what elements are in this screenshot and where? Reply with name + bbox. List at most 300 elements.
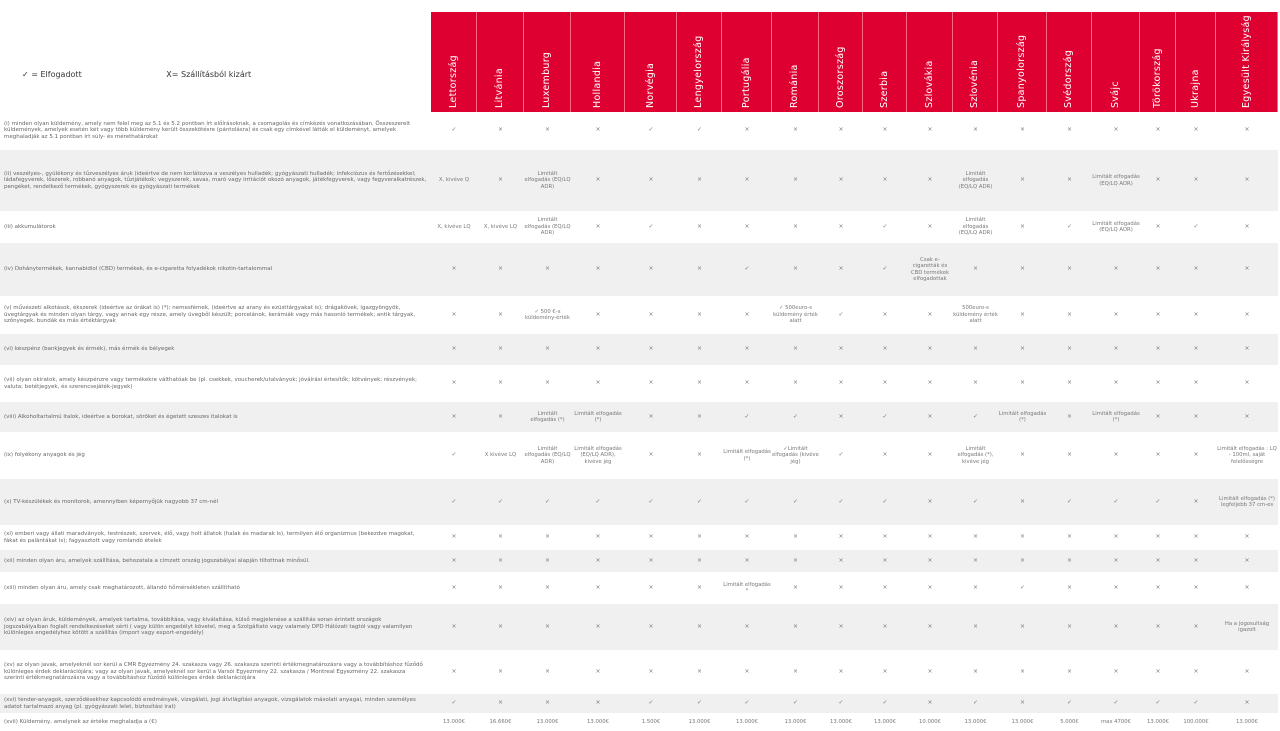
table-cell: ✓	[722, 479, 772, 526]
table-cell: ✓	[819, 297, 863, 334]
table-cell: ×	[1092, 526, 1140, 550]
table-cell: ×	[1092, 550, 1140, 573]
table-cell: ✓	[863, 479, 907, 526]
table-cell: ×	[625, 433, 677, 479]
table-cell: ×	[722, 651, 772, 694]
country-header	[1216, 12, 1278, 112]
table-cell: Limitált elfogadás (EQ/LQ ADR)	[953, 212, 998, 243]
table-cell: 13.000€	[772, 714, 819, 731]
table-cell: ×	[677, 297, 722, 334]
table-cell: ✓	[863, 212, 907, 243]
country-name: Litvánia	[494, 68, 505, 108]
table-cell: ✓	[524, 479, 571, 526]
table-cell: ×	[431, 366, 477, 402]
table-cell: ×	[1047, 297, 1092, 334]
table-cell: ✓	[722, 402, 772, 433]
country-name: Törökország	[1151, 48, 1163, 108]
table-cell: ✓	[863, 694, 907, 714]
table-cell: ×	[571, 550, 625, 573]
table-cell: Limitált elfogadás (*), kivéve jég	[953, 433, 998, 479]
table-cell: ×	[1216, 112, 1278, 150]
country-name: Norvégia	[644, 62, 656, 108]
table-cell: ✓	[1092, 694, 1140, 714]
table-cell: ×	[772, 366, 819, 402]
table-cell: ×	[1176, 402, 1216, 433]
table-cell: Limitált elfogadás (EQ/LQ ADR)	[524, 433, 571, 479]
table-cell: ×	[1176, 479, 1216, 526]
table-cell: Limitált elfogadás (*)	[722, 433, 772, 479]
table-cell: ×	[819, 112, 863, 150]
country-name: Szerbia	[878, 70, 890, 108]
row-label: (i) minden olyan küldemény, amely nem felel meg az 5.1 és 5.2 pontban írt előírásoknak, a csomagolás és címkézés vonatkozásában. Összeszerelt küldemények, amelyek esetén két vagy több küldemény került összekötésre (pántolásra) és csak egy címkével látták el küldeményt, amelyek meghaladják az 5.1 pontban írt súly- és mérethatárokat	[0, 112, 431, 150]
table-cell: ×	[1047, 550, 1092, 573]
table-cell: Limitált elfogadás (*)	[524, 402, 571, 433]
table-cell: ×	[1092, 573, 1140, 604]
table-cell: ×	[1176, 334, 1216, 366]
table-cell: ×	[1092, 651, 1140, 694]
table-cell: ×	[1176, 526, 1216, 550]
table-cell: ×	[625, 573, 677, 604]
table-cell: ✓	[998, 573, 1047, 604]
table-cell: ×	[1176, 297, 1216, 334]
table-cell: ×	[1047, 526, 1092, 550]
table-cell: ×	[1140, 550, 1176, 573]
table-cell: ✓	[1140, 479, 1176, 526]
table-row	[0, 479, 1278, 526]
table-row	[0, 243, 1278, 297]
table-cell: Limitált elfogadás (*)	[1092, 402, 1140, 433]
table-cell: ×	[477, 243, 524, 297]
row-label: (xiii) minden olyan áru, amely csak meghatározott, állandó hőmérsékleten szállítható	[0, 573, 431, 604]
country-name: Ukrajna	[1189, 69, 1201, 108]
table-cell: ×	[819, 604, 863, 651]
table-cell: ×	[477, 550, 524, 573]
table-cell: ×	[819, 334, 863, 366]
table-cell: ×	[772, 212, 819, 243]
table-cell: ✓	[1047, 694, 1092, 714]
table-cell: ×	[1216, 243, 1278, 297]
country-name: Svédország	[1063, 49, 1074, 108]
table-row	[0, 550, 1278, 573]
table-cell: ×	[524, 604, 571, 651]
table-cell: Limitált elfogadás (EQ/LQ ADR)	[953, 150, 998, 212]
table-cell: ✓	[677, 694, 722, 714]
table-cell: ×	[772, 150, 819, 212]
table-cell: Limitált elfogadás (*) legfeljebb 37 cm-es	[1216, 479, 1278, 526]
table-cell: ×	[1176, 112, 1216, 150]
table-row	[0, 297, 1278, 334]
table-cell: ×	[431, 651, 477, 694]
table-cell: 13.000€	[1140, 714, 1176, 731]
country-header	[1092, 12, 1140, 112]
table-cell: ✓	[722, 694, 772, 714]
table-cell: ×	[863, 334, 907, 366]
country-header	[722, 12, 772, 112]
table-cell: ×	[998, 297, 1047, 334]
table-cell: ×	[998, 651, 1047, 694]
table-cell: ×	[863, 297, 907, 334]
table-cell: ×	[431, 243, 477, 297]
table-cell: ×	[1140, 212, 1176, 243]
table-cell: ×	[1140, 334, 1176, 366]
table-cell: ×	[1140, 573, 1176, 604]
table-cell: ×	[819, 150, 863, 212]
table-cell: ✓	[953, 694, 998, 714]
table-row	[0, 714, 1278, 731]
table-cell: ×	[571, 694, 625, 714]
country-name: Hollandia	[591, 60, 603, 108]
table-cell: ×	[1216, 651, 1278, 694]
table-row	[0, 334, 1278, 366]
table-cell: ×	[819, 651, 863, 694]
table-cell: ×	[431, 604, 477, 651]
country-header	[477, 12, 524, 112]
table-cell: ×	[953, 550, 998, 573]
table-cell: ✓	[819, 479, 863, 526]
table-cell: ×	[907, 433, 953, 479]
table-cell: ×	[772, 243, 819, 297]
table-cell: ×	[1140, 366, 1176, 402]
table-cell: ×	[625, 150, 677, 212]
table-cell: ✓	[1176, 212, 1216, 243]
table-cell: Limitált elfogadás (EQ/LQ ADR)	[524, 212, 571, 243]
table-cell: 13.000€	[677, 714, 722, 731]
table-cell: ×	[477, 694, 524, 714]
table-cell: ×	[1092, 433, 1140, 479]
table-cell: ×	[907, 604, 953, 651]
table-cell: ×	[953, 604, 998, 651]
table-cell: ×	[863, 433, 907, 479]
table-cell: ×	[907, 526, 953, 550]
table-cell: ×	[819, 212, 863, 243]
table-row	[0, 150, 1278, 212]
table-cell: ×	[1047, 604, 1092, 651]
table-cell: Limitált elfogadás (*)	[571, 402, 625, 433]
table-cell: ×	[907, 366, 953, 402]
table-cell: ×	[907, 212, 953, 243]
table-cell: ✓	[625, 694, 677, 714]
table-cell: ×	[524, 526, 571, 550]
table-cell: ×	[1216, 526, 1278, 550]
table-cell: ×	[1216, 150, 1278, 212]
table-cell: ×	[1092, 297, 1140, 334]
table-cell: 5.000€	[1047, 714, 1092, 731]
table-cell: ×	[571, 604, 625, 651]
table-cell: ×	[772, 651, 819, 694]
row-label: (x) TV-készülékek és monitorok, amennyiben képernyőjük nagyobb 37 cm-nél	[0, 479, 431, 526]
table-cell: ×	[524, 112, 571, 150]
row-label: (xvii) Küldemény, amelynek az értéke meghaladja a (€)	[0, 714, 431, 731]
table-cell: ×	[772, 604, 819, 651]
table-cell: ×	[571, 651, 625, 694]
table-cell: ✓	[953, 402, 998, 433]
table-cell: ×	[677, 212, 722, 243]
table-cell: ×	[524, 573, 571, 604]
table-cell: ×	[1176, 550, 1216, 573]
country-name: Luxemburg	[541, 51, 552, 108]
table-cell: ×	[1140, 433, 1176, 479]
row-label: (xv) az olyan javak, amelyeknél sor kerül a CMR Egyezmény 24. szakasza vagy 26. szakasza szerinti értékmegnatározásra vagy a továbbításhoz fűződő különleges érdek deklarációjára; vagy az olyan javak, amelyeknél sor kerül a Varsói Egyezmény 22. szakasza / Montreal Egyezmény 22. szakasza szerinti értékmegnatározásra vagy a továbbításhoz fűződő különleges érdek deklarációjára	[0, 651, 431, 694]
row-label: (v) művészeti alkotások, ékszerek (ideértve az órákat is) (*); nemesfémek, (ideértve az arany és ezüsttárgyakat is); drágakövek, igazgyöngyök, üvegtárgyak és minden olyan tárgy, vagy annak egy része, amely üvegből készült; porcelánok, kerámiák vagy más hasonló termékek; antik tárgyak, szőnyegek, bundák és más értéktárgyak	[0, 297, 431, 334]
table-row	[0, 433, 1278, 479]
table-cell: ×	[677, 402, 722, 433]
table-cell: ×	[1216, 402, 1278, 433]
table-cell: ×	[1092, 243, 1140, 297]
table-row	[0, 573, 1278, 604]
row-label: (ii) veszélyes-, gyúlékony és tűzveszélyes áruk (ideértve de nem korlátozva a veszélyes hulladék; gyógyászati hulladék; infekciózus és fertőzésekkel; ládafegyverek, lőszerek, robbanó anyagok, tűzijátékok; vegyszerek, savas, maró vagy irritációt okozó anyagok, játékfegyverek, vagy fegyveralkatrészek, pengéket, rendelkező termékek, gyógyszerek és gyógyászati termékek	[0, 150, 431, 212]
table-cell: ×	[524, 694, 571, 714]
country-header-row	[431, 12, 1278, 112]
table-cell: ×	[953, 651, 998, 694]
table-cell: ×	[477, 604, 524, 651]
table-cell: ×	[1140, 243, 1176, 297]
table-cell: ×	[998, 334, 1047, 366]
table-cell: ×	[625, 604, 677, 651]
country-header	[431, 12, 477, 112]
table-cell: ×	[1176, 150, 1216, 212]
table-row	[0, 526, 1278, 550]
table-cell: ×	[524, 334, 571, 366]
table-cell: ×	[953, 112, 998, 150]
table-cell: ×	[1216, 212, 1278, 243]
table-cell: 13.000€	[524, 714, 571, 731]
table-row	[0, 366, 1278, 402]
table-cell: ×	[477, 112, 524, 150]
table-cell: ×	[524, 243, 571, 297]
country-name: Lettország	[447, 55, 459, 108]
table-cell: ✓	[819, 694, 863, 714]
table-cell: ×	[722, 526, 772, 550]
table-cell: ×	[571, 334, 625, 366]
table-cell: ✓	[431, 112, 477, 150]
table-cell: ×	[477, 334, 524, 366]
table-cell: ×	[677, 604, 722, 651]
table-cell: ×	[1140, 297, 1176, 334]
table-cell: ×	[1176, 366, 1216, 402]
table-cell: ×	[1216, 334, 1278, 366]
table-cell: ×	[431, 297, 477, 334]
table-cell: ×	[477, 573, 524, 604]
table-cell: ×	[819, 526, 863, 550]
country-name: Oroszország	[834, 46, 846, 108]
table-cell: ✓	[1047, 212, 1092, 243]
table-cell: ×	[772, 550, 819, 573]
table-cell: ×	[477, 402, 524, 433]
table-cell: ×	[863, 526, 907, 550]
table-cell: 13.000€	[953, 714, 998, 731]
table-cell: ✓	[625, 112, 677, 150]
country-name: Svájc	[1109, 81, 1121, 108]
table-cell: ✓	[431, 433, 477, 479]
table-cell: ✓	[819, 433, 863, 479]
table-cell: ×	[1047, 651, 1092, 694]
table-cell: ×	[998, 150, 1047, 212]
table-cell: ×	[571, 212, 625, 243]
table-cell: ×	[1140, 402, 1176, 433]
country-header	[907, 12, 953, 112]
table-cell: ×	[571, 297, 625, 334]
row-label: (iv) Dohánytermékek, kannabidiol (CBD) termékek, és e-cigaretta folyadékok nikotin-tartalommal	[0, 243, 431, 297]
table-cell: 100.000€	[1176, 714, 1216, 731]
legend-accepted: ✓ = Elfogadott	[22, 70, 82, 79]
row-label: (viii) Alkoholtartalmú italok, ideértve a borokat, söröket és égetett szeszes italokat is	[0, 402, 431, 433]
table-cell: ✓	[431, 694, 477, 714]
row-label: (iii) akkumulátorok	[0, 212, 431, 243]
table-cell: Limitált elfogadás (EQ/LQ ADR)	[1092, 212, 1140, 243]
table-cell: ×	[625, 366, 677, 402]
table-cell: ×	[1216, 366, 1278, 402]
table-cell: ×	[863, 651, 907, 694]
table-cell: max 4700€	[1092, 714, 1140, 731]
country-header	[677, 12, 722, 112]
table-cell: ×	[431, 334, 477, 366]
row-label: (vii) olyan okiratok, amely készpénzre vagy termékekre válthatóak be (pl. csekkek, voucherek/utalványok; jóváírási értesítők; kötvények; részvények; valuta; betétjegyek, és szerencsejáték-jegyek)	[0, 366, 431, 402]
table-cell: ✓	[677, 479, 722, 526]
country-header	[625, 12, 677, 112]
table-cell: ✓	[677, 112, 722, 150]
table-cell: ×	[1092, 604, 1140, 651]
country-name: Lengyelország	[693, 35, 704, 108]
table-cell: ×	[998, 526, 1047, 550]
table-cell: ×	[907, 550, 953, 573]
table-cell: ×	[1176, 604, 1216, 651]
table-cell: ×	[1176, 243, 1216, 297]
table-cell: ×	[1047, 402, 1092, 433]
table-cell: ×	[863, 112, 907, 150]
table-row	[0, 604, 1278, 651]
table-row	[0, 402, 1278, 433]
table-cell: ✓Limitált elfogadás (kivéve jég)	[772, 433, 819, 479]
table-cell: ×	[1176, 433, 1216, 479]
table-cell: X, kivéve LQ	[477, 212, 524, 243]
table-cell: ×	[1047, 334, 1092, 366]
country-header	[819, 12, 863, 112]
country-header	[998, 12, 1047, 112]
table-cell: ×	[907, 112, 953, 150]
table-cell: ×	[819, 366, 863, 402]
table-cell: ×	[1176, 651, 1216, 694]
table-cell: ×	[571, 526, 625, 550]
table-cell: ✓	[1047, 479, 1092, 526]
table-cell: ×	[477, 150, 524, 212]
table-cell: ✓	[772, 694, 819, 714]
country-name: Egyesült Királyság	[1240, 15, 1252, 108]
table-cell: ×	[1047, 243, 1092, 297]
table-cell: ×	[722, 334, 772, 366]
country-name: Spanyolország	[1016, 34, 1027, 108]
table-cell: Limitált elfogadás (EQ/LQ ADR)	[524, 150, 571, 212]
table-cell: ×	[477, 366, 524, 402]
table-cell: ×	[953, 334, 998, 366]
table-cell: ×	[907, 334, 953, 366]
table-cell: ×	[524, 651, 571, 694]
table-cell: ×	[1047, 366, 1092, 402]
country-name: Szlovénia	[969, 59, 980, 108]
table-cell: ×	[677, 433, 722, 479]
table-cell: ×	[953, 243, 998, 297]
table-cell: ×	[1092, 334, 1140, 366]
table-cell: ×	[571, 243, 625, 297]
table-cell: ×	[1092, 112, 1140, 150]
table-cell: ×	[524, 550, 571, 573]
table-cell: ×	[571, 112, 625, 150]
table-cell: ×	[625, 334, 677, 366]
table-cell: ×	[677, 243, 722, 297]
table-cell: ×	[722, 550, 772, 573]
country-header	[1176, 12, 1216, 112]
table-cell: ✓	[1092, 479, 1140, 526]
table-cell: ✓	[772, 402, 819, 433]
table-cell: ×	[772, 334, 819, 366]
table-cell: 13.000€	[431, 714, 477, 731]
country-name: Portugália	[740, 57, 752, 108]
table-cell: ×	[998, 550, 1047, 573]
table-cell: ×	[431, 526, 477, 550]
table-cell: ×	[625, 526, 677, 550]
table-cell: ×	[907, 402, 953, 433]
table-cell: X kivéve LQ	[477, 433, 524, 479]
table-cell: ×	[524, 366, 571, 402]
table-row	[0, 651, 1278, 694]
table-cell: ×	[1140, 526, 1176, 550]
table-cell: ×	[907, 651, 953, 694]
table-cell: ×	[907, 573, 953, 604]
table-cell: ✓	[571, 479, 625, 526]
table-cell: ×	[625, 243, 677, 297]
table-cell: ×	[1216, 297, 1278, 334]
table-cell: ×	[998, 212, 1047, 243]
table-cell: ×	[722, 366, 772, 402]
table-cell: 13.000€	[863, 714, 907, 731]
table-cell: ×	[677, 573, 722, 604]
country-header	[524, 12, 571, 112]
table-cell: ✓	[863, 243, 907, 297]
table-cell: Ha a jogosultság igazolt	[1216, 604, 1278, 651]
table-cell: Limitált elfogadás : LQ - 100ml, saját felelősségre	[1216, 433, 1278, 479]
table-cell: ✓	[953, 479, 998, 526]
table-cell: ×	[998, 694, 1047, 714]
table-cell: 500euro-s küldemény érték alatt	[953, 297, 998, 334]
table-cell: ×	[722, 297, 772, 334]
table-cell: 13.000€	[571, 714, 625, 731]
table-cell: ✓	[625, 212, 677, 243]
table-cell: ×	[907, 694, 953, 714]
table-cell: 10.000€	[907, 714, 953, 731]
table-cell: ×	[477, 651, 524, 694]
table-cell: ×	[677, 150, 722, 212]
country-header	[863, 12, 907, 112]
table-cell: ×	[1176, 573, 1216, 604]
table-cell: 1.500€	[625, 714, 677, 731]
table-cell: ✓	[625, 479, 677, 526]
country-header	[772, 12, 819, 112]
table-cell: ×	[819, 550, 863, 573]
table-cell: ×	[571, 573, 625, 604]
table-cell: ×	[998, 604, 1047, 651]
table-cell: ×	[1140, 604, 1176, 651]
table-cell: ×	[863, 550, 907, 573]
table-cell: ×	[677, 366, 722, 402]
table-cell: 16.660€	[477, 714, 524, 731]
table-cell: ×	[998, 243, 1047, 297]
table-cell: ×	[863, 366, 907, 402]
table-cell: ×	[1047, 573, 1092, 604]
table-cell: ×	[677, 334, 722, 366]
table-cell: ×	[722, 604, 772, 651]
table-cell: ×	[722, 112, 772, 150]
table-cell: ✓	[477, 479, 524, 526]
table-cell: 13.000€	[998, 714, 1047, 731]
